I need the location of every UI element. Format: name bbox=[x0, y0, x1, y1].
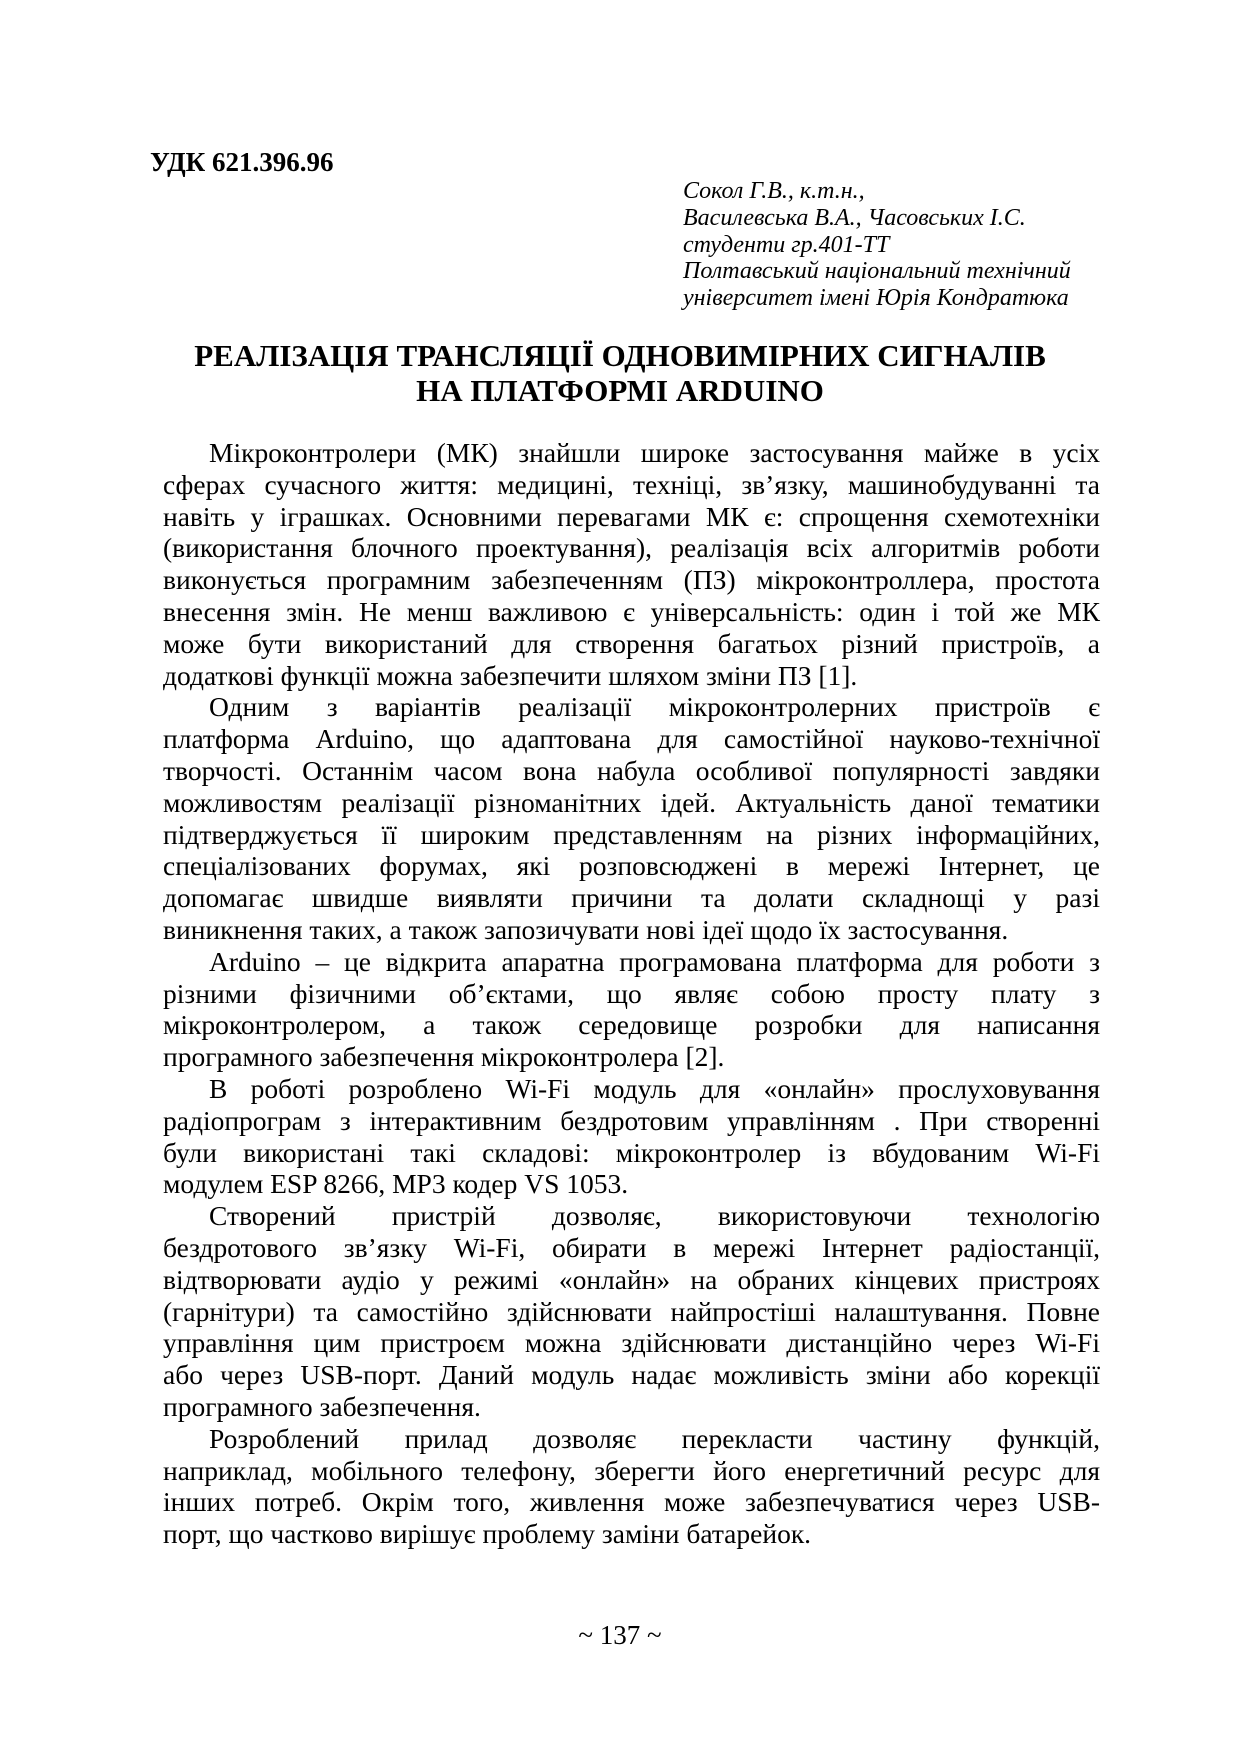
authors-block bbox=[683, 178, 1071, 312]
text-line: управління цим пристроєм можна здійснювати дистанційно через Wi-Fi bbox=[163, 1327, 1100, 1359]
text-line: мікроконтролером, а також середовище розробки для написання bbox=[163, 1009, 1100, 1041]
text-line: (гарнітури) та самостійно здійснювати найпростіші налаштування. Повне bbox=[163, 1295, 1100, 1327]
text-line: виконується програмним забезпеченням (ПЗ) мікроконтроллера, простота bbox=[163, 564, 1100, 596]
text-line: може бути використаний для створення багатьох різний пристроїв, а bbox=[163, 627, 1100, 659]
text-line: Розроблений прилад дозволяє перекласти частину функцій, bbox=[209, 1422, 1100, 1454]
text-line: В роботі розроблено Wi-Fi модуль для «онлайн» прослуховування bbox=[209, 1072, 1100, 1104]
text-line: сферах сучасного життя: медицині, техніці, зв’язку, машинобудуванні та bbox=[163, 468, 1100, 500]
text-line: або через USB-порт. Даний модуль надає можливість зміни або корекції bbox=[163, 1359, 1100, 1391]
author-line: Василевська В.А., Часовських І.С. bbox=[683, 204, 1026, 231]
text-line: були використані такі складові: мікроконтролер із вбудованим Wi-Fi bbox=[163, 1136, 1100, 1168]
paragraph bbox=[163, 1423, 1100, 1550]
page-number: ~ 137 ~ bbox=[578, 1620, 662, 1650]
paragraph bbox=[163, 1200, 1100, 1423]
text-line: інших потреб. Окрім того, живлення може забезпечуватися через USB- bbox=[163, 1486, 1100, 1518]
text-line: відтворювати аудіо у режимі «онлайн» на обраних кінцевих пристроях bbox=[163, 1263, 1100, 1295]
text-line: творчості. Останнім часом вона набула особливої популярності завдяки bbox=[163, 754, 1100, 786]
text-line: програмного забезпечення. bbox=[163, 1390, 481, 1422]
article-body bbox=[163, 437, 1100, 1550]
text-line: навіть у іграшках. Основними перевагами МК є: спрощення схемотехніки bbox=[163, 500, 1100, 532]
text-line: спеціалізованих форумах, які розповсюджені в мережі Інтернет, це bbox=[163, 850, 1100, 882]
title-line: НА ПЛАТФОРМІ ARDUINO bbox=[416, 373, 824, 408]
text-line: Arduino – це відкрита апаратна програмована платформа для роботи з bbox=[209, 945, 1100, 977]
text-line: підтверджується її широким представленням на різних інформаційних, bbox=[163, 818, 1100, 850]
paragraph bbox=[163, 437, 1100, 691]
text-line: додаткові функції можна забезпечити шляхом зміни ПЗ [1]. bbox=[163, 659, 858, 691]
title-line: РЕАЛІЗАЦІЯ ТРАНСЛЯЦІЇ ОДНОВИМІРНИХ СИГНАЛІВ bbox=[194, 338, 1046, 373]
text-line: допомагає швидше виявляти причини та долати складнощі у разі bbox=[163, 882, 1100, 914]
paragraph bbox=[163, 946, 1100, 1073]
udk-code: УДК 621.396.96 bbox=[150, 147, 334, 177]
text-line: Створений пристрій дозволяє, використовуючи технологію bbox=[209, 1200, 1100, 1232]
text-line: внесення змін. Не менш важливою є універсальність: один і той же МК bbox=[163, 595, 1100, 627]
text-line: бездротового зв’язку Wi-Fi, обирати в мережі Інтернет радіостанції, bbox=[163, 1231, 1100, 1263]
text-line: радіопрограм з інтерактивним бездротовим управлінням . При створенні bbox=[163, 1104, 1100, 1136]
text-line: можливостям реалізації різноманітних ідей. Актуальність даної тематики bbox=[163, 786, 1100, 818]
affiliation-line: університет імені Юрія Кондратюка bbox=[683, 285, 1069, 312]
author-line: Сокол Г.В., к.т.н., bbox=[683, 178, 865, 204]
article-title bbox=[100, 338, 1140, 408]
text-line: модулем ESP 8266, MP3 кодер VS 1053. bbox=[163, 1168, 629, 1200]
text-line: Мікроконтролери (МК) знайшли широке застосування майже в усіх bbox=[209, 437, 1100, 468]
text-line: Одним з варіантів реалізації мікроконтролерних пристроїв є bbox=[209, 691, 1100, 723]
paragraph bbox=[163, 1073, 1100, 1200]
text-line: виникнення таких, а також запозичувати нові ідеї щодо їх застосування. bbox=[163, 913, 1009, 945]
text-line: порт, що частково вирішує проблему заміни батарейок. bbox=[163, 1518, 812, 1550]
text-line: різними фізичними об’єктами, що являє собою просту плату з bbox=[163, 977, 1100, 1009]
text-line: (використання блочного проектування), реалізація всіх алгоритмів роботи bbox=[163, 532, 1100, 564]
affiliation-line: Полтавський національний технічний bbox=[683, 258, 1071, 285]
paragraph bbox=[163, 691, 1100, 945]
text-line: наприклад, мобільного телефону, зберегти його енергетичний ресурс для bbox=[163, 1454, 1100, 1486]
text-line: програмного забезпечення мікроконтролера [2]. bbox=[163, 1041, 725, 1073]
text-line: платформа Arduino, що адаптована для самостійної науково-технічної bbox=[163, 723, 1100, 755]
author-line: студенти гр.401-ТТ bbox=[683, 231, 890, 258]
